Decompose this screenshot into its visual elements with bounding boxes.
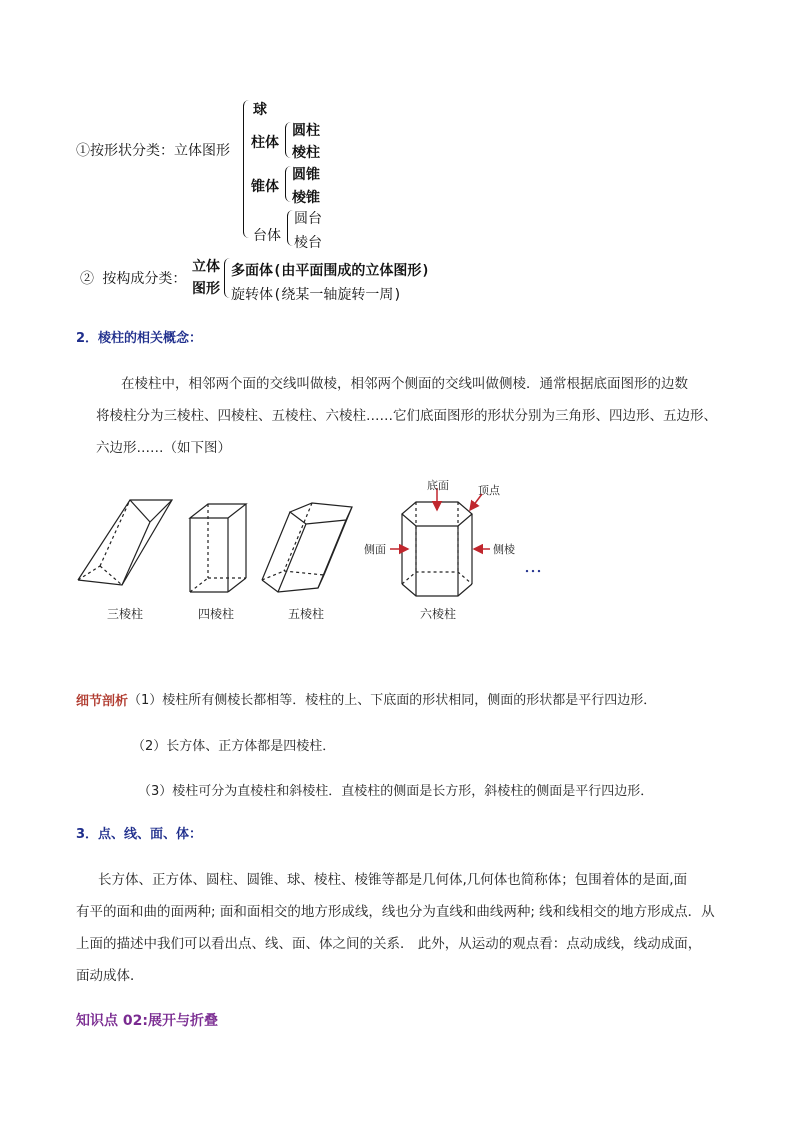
pentagonal-prism-shape xyxy=(262,503,352,592)
cone-item-pyramid: 棱锥 xyxy=(292,190,320,206)
classification-by-composition-label: ② 按构成分类： xyxy=(80,271,187,287)
label-pentagonal-prism: 五棱柱 xyxy=(288,607,325,621)
frustum-brace xyxy=(287,210,294,246)
cone-item-circular: 圆锥 xyxy=(292,167,320,183)
notes-item-3: （3）棱柱可分为直棱柱和斜棱柱．直棱柱的侧面是长方形，斜棱柱的侧面是平行四边形． xyxy=(138,784,654,799)
knowledge-point-title: 知识点 02:展开与折叠 xyxy=(76,1013,218,1029)
label-quadrangular-prism: 四棱柱 xyxy=(198,607,235,621)
notes-item-2: （2）长方体、正方体都是四棱柱． xyxy=(132,739,336,754)
annotation-side-edge: 侧棱 xyxy=(493,543,515,556)
composition-item-revolution: 旋转体(绕某一轴旋转一周) xyxy=(231,287,402,303)
section3-heading: 3．点、线、面、体： xyxy=(76,827,203,842)
notes-item-1: （1）棱柱所有侧棱长都相等．棱柱的上、下底面的形状相同，侧面的形状都是平行四边形． xyxy=(128,693,657,708)
section3-para-line3: 上面的描述中我们可以看出点、线、面、体之间的关系． 此外，从运动的观点看：点动成线，线动成面， xyxy=(76,936,702,952)
section2-para-line3: 六边形……（如下图） xyxy=(96,440,231,456)
shape-cone: 锥体 xyxy=(251,179,279,195)
composition-group-line2: 图形 xyxy=(192,281,220,297)
annotation-arrows xyxy=(390,488,490,549)
frustum-item-pyramid: 棱台 xyxy=(294,235,322,251)
shape-main-brace xyxy=(243,100,252,238)
cone-brace xyxy=(285,166,292,202)
composition-item-polyhedron: 多面体(由平面围成的立体图形) xyxy=(231,263,430,279)
quadrangular-prism-shape xyxy=(190,504,246,592)
annotation-side-face: 侧面 xyxy=(364,543,386,556)
frustum-item-circular: 圆台 xyxy=(294,211,322,227)
section3-para-line1: 长方体、正方体、圆柱、圆锥、球、棱柱、棱锥等都是几何体,几何体也简称体；包围着体的是面,面 xyxy=(98,872,688,888)
classification-by-shape-label: ①按形状分类：立体图形 xyxy=(76,143,230,159)
hexagonal-prism-shape xyxy=(402,502,472,596)
section3-para-line4: 面动成体． xyxy=(76,968,144,984)
composition-brace xyxy=(224,258,231,298)
composition-group-line1: 立体 xyxy=(192,259,220,275)
section2-para-line2: 将棱柱分为三棱柱、四棱柱、五棱柱、六棱柱……它们底面图形的形状分别为三角形、四边形、五边形、 xyxy=(96,408,717,424)
section3-para-line2: 有平的面和曲的面两种; 面和面相交的地方形成线，线也分为直线和曲线两种; 线和线相交的地方形成点．从 xyxy=(76,904,715,920)
label-hexagonal-prism: 六棱柱 xyxy=(420,607,457,621)
label-triangular-prism: 三棱柱 xyxy=(107,607,144,621)
section2-para-line1: 在棱柱中，相邻两个面的交线叫做棱，相邻两个侧面的交线叫做侧棱．通常根据底面图形的边数 xyxy=(121,376,688,392)
shape-ball: 球 xyxy=(253,102,267,118)
shape-frustum: 台体 xyxy=(253,228,281,244)
triangular-prism-shape xyxy=(78,500,172,585)
annotation-vertex: 顶点 xyxy=(478,484,500,497)
column-item-prism: 棱柱 xyxy=(292,145,320,161)
shape-column: 柱体 xyxy=(251,135,279,151)
figure-ellipsis: … xyxy=(524,556,544,577)
section2-heading: 2．棱柱的相关概念： xyxy=(76,331,203,346)
column-item-cylinder: 圆柱 xyxy=(292,123,320,139)
annotation-base: 底面 xyxy=(427,479,449,492)
notes-label: 细节剖析 xyxy=(76,694,129,709)
column-brace xyxy=(285,122,292,158)
